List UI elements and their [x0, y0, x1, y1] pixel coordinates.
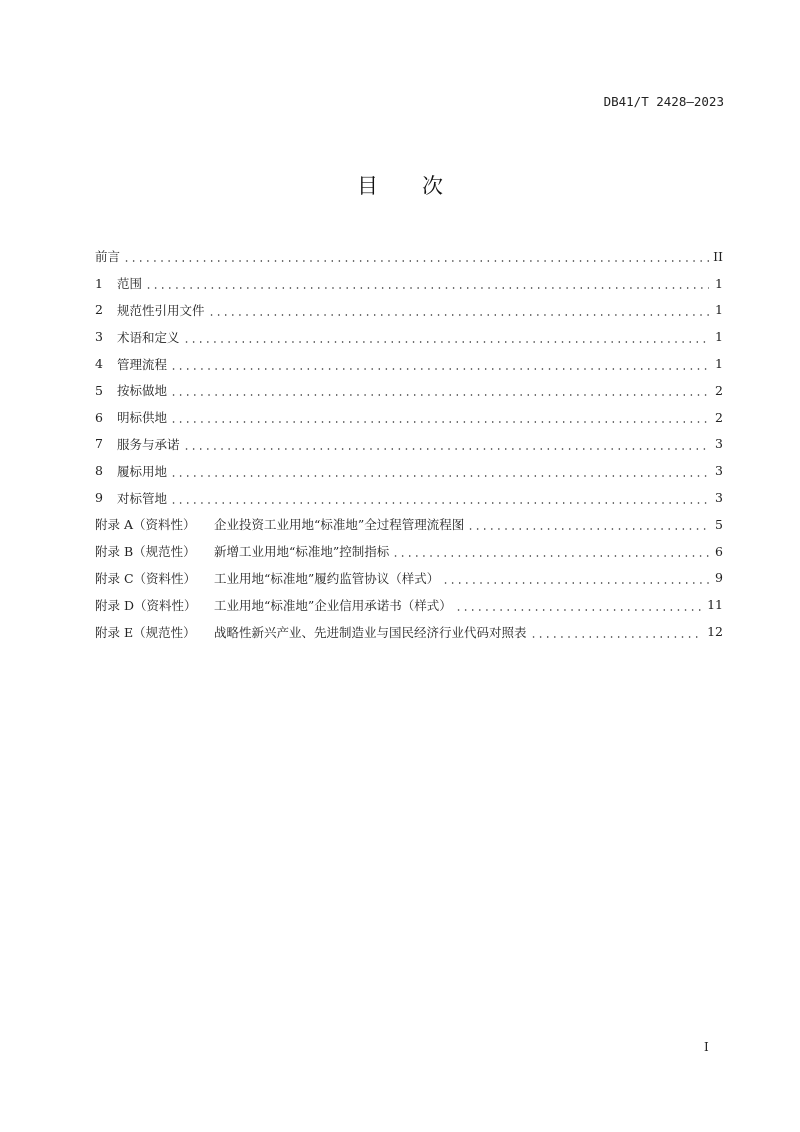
toc-annex-e[interactable]	[95, 618, 723, 645]
toc-entry-page: 3	[715, 436, 723, 452]
dot-leader	[183, 332, 709, 346]
annex-title: 企业投资工业用地“标准地”全过程管理流程图	[214, 517, 465, 533]
toc-entry-page: II	[713, 248, 723, 264]
annex-page: 12	[707, 624, 723, 640]
toc-entry-page: 2	[715, 409, 723, 425]
dot-leader	[442, 573, 709, 587]
toc-entry-number: 1	[95, 275, 103, 291]
annex-page: 9	[715, 570, 723, 586]
toc-entry-6[interactable]	[95, 404, 723, 431]
toc-entry-9[interactable]	[95, 484, 723, 511]
toc-entry-1[interactable]	[95, 270, 723, 297]
dot-leader	[392, 546, 709, 560]
dot-leader	[145, 278, 709, 292]
toc-entry-7[interactable]	[95, 431, 723, 458]
toc-entry-page: 2	[715, 382, 723, 398]
toc-entry-number: 5	[95, 382, 103, 398]
toc-entry-label: 前言	[95, 249, 121, 265]
toc-entry-page: 1	[715, 356, 723, 372]
toc-entry-label: 对标管地	[117, 490, 168, 506]
toc-entry-label: 按标做地	[117, 383, 168, 399]
toc-entry-label: 履标用地	[117, 463, 168, 479]
annex-page: 6	[715, 543, 723, 559]
toc-entry-number: 7	[95, 436, 103, 452]
standard-code: DB41/T 2428—2023	[603, 94, 724, 109]
toc-annex-c[interactable]	[95, 565, 723, 592]
toc-entry-5[interactable]	[95, 377, 723, 404]
title-char-1: 目	[357, 174, 378, 198]
toc-entry-number: 4	[95, 356, 103, 372]
toc-annex-d[interactable]	[95, 591, 723, 618]
dot-leader	[183, 439, 709, 453]
annex-title: 战略性新兴产业、先进制造业与国民经济行业代码对照表	[214, 624, 527, 640]
dot-leader	[170, 359, 709, 373]
title-char-2: 次	[422, 174, 443, 198]
toc-entry-number: 3	[95, 329, 103, 345]
toc-annex-b[interactable]	[95, 538, 723, 565]
annex-designation: 附录 B（规范性）	[95, 544, 196, 560]
toc-entry-number: 8	[95, 463, 103, 479]
annex-designation: 附录 C（资料性）	[95, 570, 197, 586]
toc-entry-3[interactable]	[95, 323, 723, 350]
annex-title: 工业用地“标准地”履约监管协议（样式）	[214, 570, 440, 586]
toc-entry-label: 服务与承诺	[117, 436, 180, 452]
dot-leader	[467, 519, 709, 533]
toc-entry-label: 规范性引用文件	[117, 302, 205, 318]
toc-entry-page: 3	[715, 463, 723, 479]
annex-title: 新增工业用地“标准地”控制指标	[214, 544, 390, 560]
dot-leader	[170, 493, 709, 507]
toc-annex-a[interactable]	[95, 511, 723, 538]
toc-entry-label: 范围	[117, 276, 143, 292]
toc-entry-page: 1	[715, 302, 723, 318]
annex-designation: 附录 E（规范性）	[95, 624, 196, 640]
toc-entry-2[interactable]	[95, 297, 723, 324]
annex-page: 11	[707, 597, 723, 613]
toc-entry-number: 2	[95, 302, 103, 318]
toc-entry-page: 1	[715, 275, 723, 291]
dot-leader	[455, 600, 703, 614]
toc-entry-number: 6	[95, 409, 103, 425]
dot-leader	[208, 305, 709, 319]
dot-leader	[530, 627, 704, 641]
toc-entry-foreword[interactable]	[95, 243, 723, 270]
annex-designation: 附录 D（资料性）	[95, 597, 197, 613]
dot-leader	[170, 412, 709, 426]
page-title	[0, 170, 800, 200]
dot-leader	[170, 385, 709, 399]
annex-designation: 附录 A（资料性）	[95, 517, 196, 533]
annex-title: 工业用地“标准地”企业信用承诺书（样式）	[214, 597, 452, 613]
toc-entry-page: 3	[715, 490, 723, 506]
table-of-contents	[95, 243, 723, 645]
toc-entry-8[interactable]	[95, 457, 723, 484]
toc-entry-label: 术语和定义	[117, 329, 180, 345]
toc-entry-label: 管理流程	[117, 356, 168, 372]
dot-leader	[170, 466, 709, 480]
toc-entry-page: 1	[715, 329, 723, 345]
toc-entry-number: 9	[95, 490, 103, 506]
page-number: I	[704, 1040, 709, 1054]
toc-entry-label: 明标供地	[117, 410, 168, 426]
dot-leader	[123, 251, 709, 265]
toc-entry-4[interactable]	[95, 350, 723, 377]
annex-page: 5	[715, 516, 723, 532]
